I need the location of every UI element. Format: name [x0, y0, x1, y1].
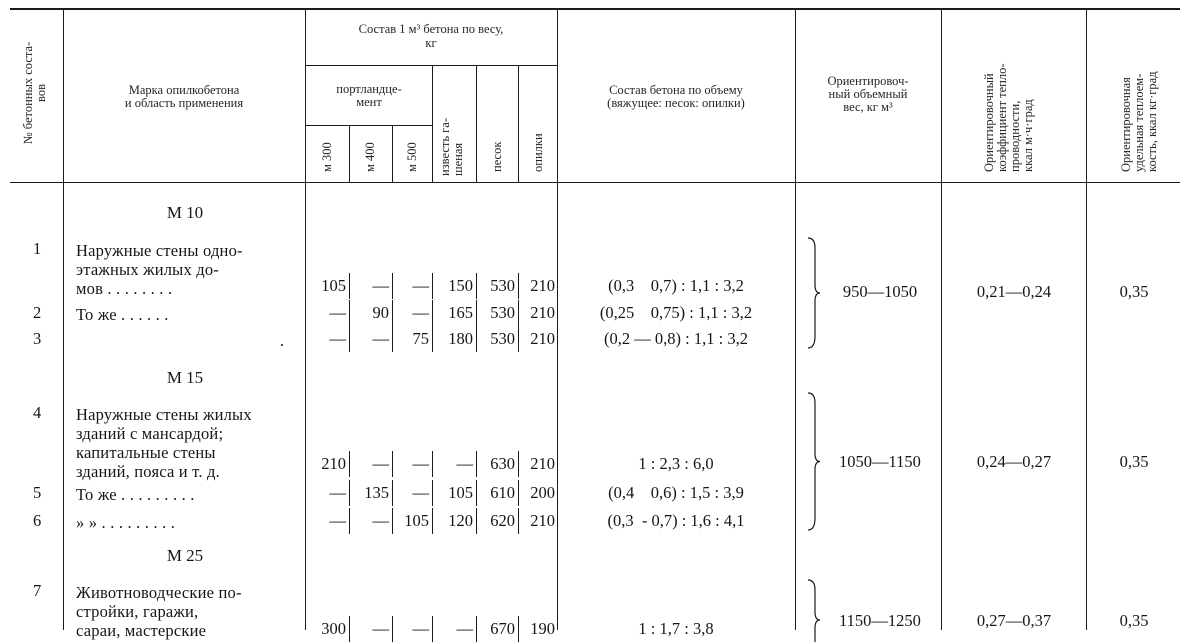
cell-divider	[349, 451, 350, 477]
cell-m400: 135	[364, 483, 389, 502]
cell-divider	[518, 616, 519, 642]
cell-m500: —	[412, 454, 429, 473]
header-sand: песок	[490, 141, 504, 172]
header-m500: м 500	[405, 142, 419, 172]
group-mark: М 15	[166, 368, 204, 387]
cell-m500: —	[412, 619, 429, 638]
cell-divider	[476, 273, 477, 299]
cell-volume: (0,2 — 0,8) : 1,1 : 3,2	[604, 329, 748, 348]
cell-volume: 1 : 2,3 : 6,0	[638, 454, 714, 473]
row-number: 2	[33, 303, 42, 322]
cell-divider	[349, 273, 350, 299]
row-number: 4	[33, 403, 42, 422]
cell-divider	[349, 480, 350, 506]
cell-sand: 530	[490, 329, 515, 348]
col-divider	[518, 65, 519, 182]
header-sawdust: опилки	[531, 133, 545, 172]
cell-sawdust: 210	[530, 276, 555, 295]
group-heat: 0,35	[1119, 282, 1149, 301]
cell-divider	[392, 451, 393, 477]
cell-sawdust: 210	[530, 454, 555, 473]
cell-m400: —	[372, 511, 389, 530]
group-brace-path	[808, 580, 820, 642]
row-number: 1	[33, 239, 42, 258]
cell-sand: 630	[490, 454, 515, 473]
header-lime: известь га- шеная	[438, 118, 465, 176]
cell-divider	[349, 300, 350, 326]
group-brace-path	[808, 238, 820, 348]
header-num: № бетонных соста- вов	[21, 41, 48, 145]
row-number: 5	[33, 483, 42, 502]
cell-divider	[476, 480, 477, 506]
cell-divider	[432, 300, 433, 326]
cell-divider	[432, 273, 433, 299]
cell-divider	[432, 451, 433, 477]
cell-divider	[392, 300, 393, 326]
cell-divider	[392, 273, 393, 299]
row-name-line: То же . . . . . . . . .	[76, 485, 195, 504]
col-divider	[432, 65, 433, 182]
cell-sand: 670	[490, 619, 515, 638]
cell-divider	[392, 508, 393, 534]
row-number: 7	[33, 581, 42, 600]
group-heat: 0,35	[1119, 611, 1149, 630]
group-mark: М 10	[166, 203, 204, 222]
row-number: 6	[33, 511, 42, 530]
cell-divider	[518, 326, 519, 352]
cell-divider	[518, 508, 519, 534]
cell-sand: 530	[490, 303, 515, 322]
group-heat: 0,35	[1119, 452, 1149, 471]
cell-divider	[476, 616, 477, 642]
header-conductivity: Ориентировочный коэффициент тепло- проводности, ккал м·ч·град	[982, 63, 1035, 172]
group-brace	[806, 578, 826, 642]
header-mark: Марка опилкобетона и область применения	[124, 83, 244, 110]
header-heat: Ориентировочная удельная теплоем- кость, ккал кг·град	[1119, 71, 1159, 172]
row-name-line: мов . . . . . . . .	[76, 279, 173, 298]
cell-divider	[392, 480, 393, 506]
cell-lime: 150	[448, 276, 473, 295]
cell-m300: 105	[321, 276, 346, 295]
cell-volume: (0,25 0,75) : 1,1 : 3,2	[599, 303, 753, 322]
col-divider	[795, 8, 796, 630]
cell-m400: 90	[372, 303, 389, 322]
portland-rule	[305, 125, 432, 126]
cell-divider	[349, 326, 350, 352]
row-name-line: Наружные стены жилых	[76, 405, 252, 424]
cell-lime: 180	[448, 329, 473, 348]
col-divider	[349, 125, 350, 182]
cell-lime: 105	[448, 483, 473, 502]
cell-m300: —	[329, 329, 346, 348]
col-divider	[941, 8, 942, 630]
header-portland: портландце- мент	[336, 82, 402, 109]
table-top-rule	[10, 8, 1180, 10]
cell-divider	[349, 508, 350, 534]
row-name-line: зданий с мансардой;	[76, 424, 224, 443]
cell-sand: 620	[490, 511, 515, 530]
row-name-line: капитальные стены	[76, 443, 216, 462]
cell-divider	[476, 300, 477, 326]
cell-divider	[518, 480, 519, 506]
cell-lime: 120	[448, 511, 473, 530]
group-conductivity: 0,21—0,24	[976, 282, 1052, 301]
row-name-line: этажных жилых до-	[76, 260, 219, 279]
cell-sawdust: 210	[530, 329, 555, 348]
cell-divider	[349, 616, 350, 642]
col-divider	[557, 8, 558, 630]
cell-sawdust: 190	[530, 619, 555, 638]
group-density: 1050—1150	[839, 452, 921, 471]
cell-sand: 530	[490, 276, 515, 295]
cell-divider	[432, 480, 433, 506]
group-density: 950—1050	[842, 282, 918, 301]
cell-m400: —	[372, 276, 389, 295]
row-name-line: Наружные стены одно-	[76, 241, 243, 260]
cell-m300: —	[329, 511, 346, 530]
cell-divider	[518, 273, 519, 299]
cell-m300: 210	[321, 454, 346, 473]
cell-m400: —	[372, 454, 389, 473]
header-density: Ориентировоч- ный объемный вес, кг м³	[827, 74, 909, 114]
row-name-line: » » . . . . . . . . .	[76, 513, 176, 532]
cell-divider	[518, 451, 519, 477]
cell-sawdust: 210	[530, 511, 555, 530]
group-conductivity: 0,27—0,37	[976, 611, 1052, 630]
cell-m300: —	[329, 483, 346, 502]
cell-m300: 300	[321, 619, 346, 638]
row-name-line: зданий, пояса и т. д.	[76, 462, 220, 481]
group-mark: М 25	[166, 546, 204, 565]
cell-m500: —	[412, 276, 429, 295]
cell-volume: (0,3 - 0,7) : 1,6 : 4,1	[607, 511, 745, 530]
row-name-line: Животноводческие по-	[76, 583, 242, 602]
row-name-line: То же . . . . . .	[76, 305, 169, 324]
cell-volume: 1 : 1,7 : 3,8	[638, 619, 714, 638]
cell-divider	[476, 326, 477, 352]
group-brace	[806, 391, 826, 532]
cell-m500: 105	[404, 511, 429, 530]
cell-volume: (0,3 0,7) : 1,1 : 3,2	[608, 276, 744, 295]
header-volume: Состав бетона по объему (вяжущее: песок: опилки)	[607, 83, 745, 110]
cell-divider	[392, 616, 393, 642]
row-name-line: сараи, мастерские	[76, 621, 207, 640]
cell-lime: 165	[448, 303, 473, 322]
cell-m500: —	[412, 303, 429, 322]
group-brace-path	[808, 393, 820, 530]
row-name-line: .	[280, 331, 285, 350]
cell-m400: —	[372, 329, 389, 348]
header-bottom-rule	[10, 182, 1180, 183]
row-name-line: стройки, гаражи,	[76, 602, 199, 621]
col-divider	[1086, 8, 1087, 630]
cell-divider	[432, 508, 433, 534]
cell-divider	[432, 326, 433, 352]
cell-divider	[392, 326, 393, 352]
col-divider	[63, 8, 64, 630]
cell-sawdust: 210	[530, 303, 555, 322]
col-divider	[476, 65, 477, 182]
header-m300: м 300	[320, 142, 334, 172]
cell-divider	[476, 451, 477, 477]
cell-m400: —	[372, 619, 389, 638]
group-conductivity: 0,24—0,27	[976, 452, 1052, 471]
col-divider	[392, 125, 393, 182]
group-brace	[806, 236, 826, 350]
header-m400: м 400	[363, 142, 377, 172]
cell-lime: —	[456, 619, 473, 638]
cell-lime: —	[456, 454, 473, 473]
cell-m500: 75	[412, 329, 429, 348]
row-number: 3	[33, 329, 42, 348]
cell-m300: —	[329, 303, 346, 322]
cell-volume: (0,4 0,6) : 1,5 : 3,9	[608, 483, 744, 502]
weight-group-rule	[305, 65, 557, 66]
cell-divider	[432, 616, 433, 642]
cell-sawdust: 200	[530, 483, 555, 502]
group-density: 1150—1250	[839, 611, 921, 630]
cell-m500: —	[412, 483, 429, 502]
cell-divider	[518, 300, 519, 326]
cell-divider	[476, 508, 477, 534]
header-weight-group: Состав 1 м³ бетона по весу, кг	[358, 22, 504, 50]
cell-sand: 610	[490, 483, 515, 502]
